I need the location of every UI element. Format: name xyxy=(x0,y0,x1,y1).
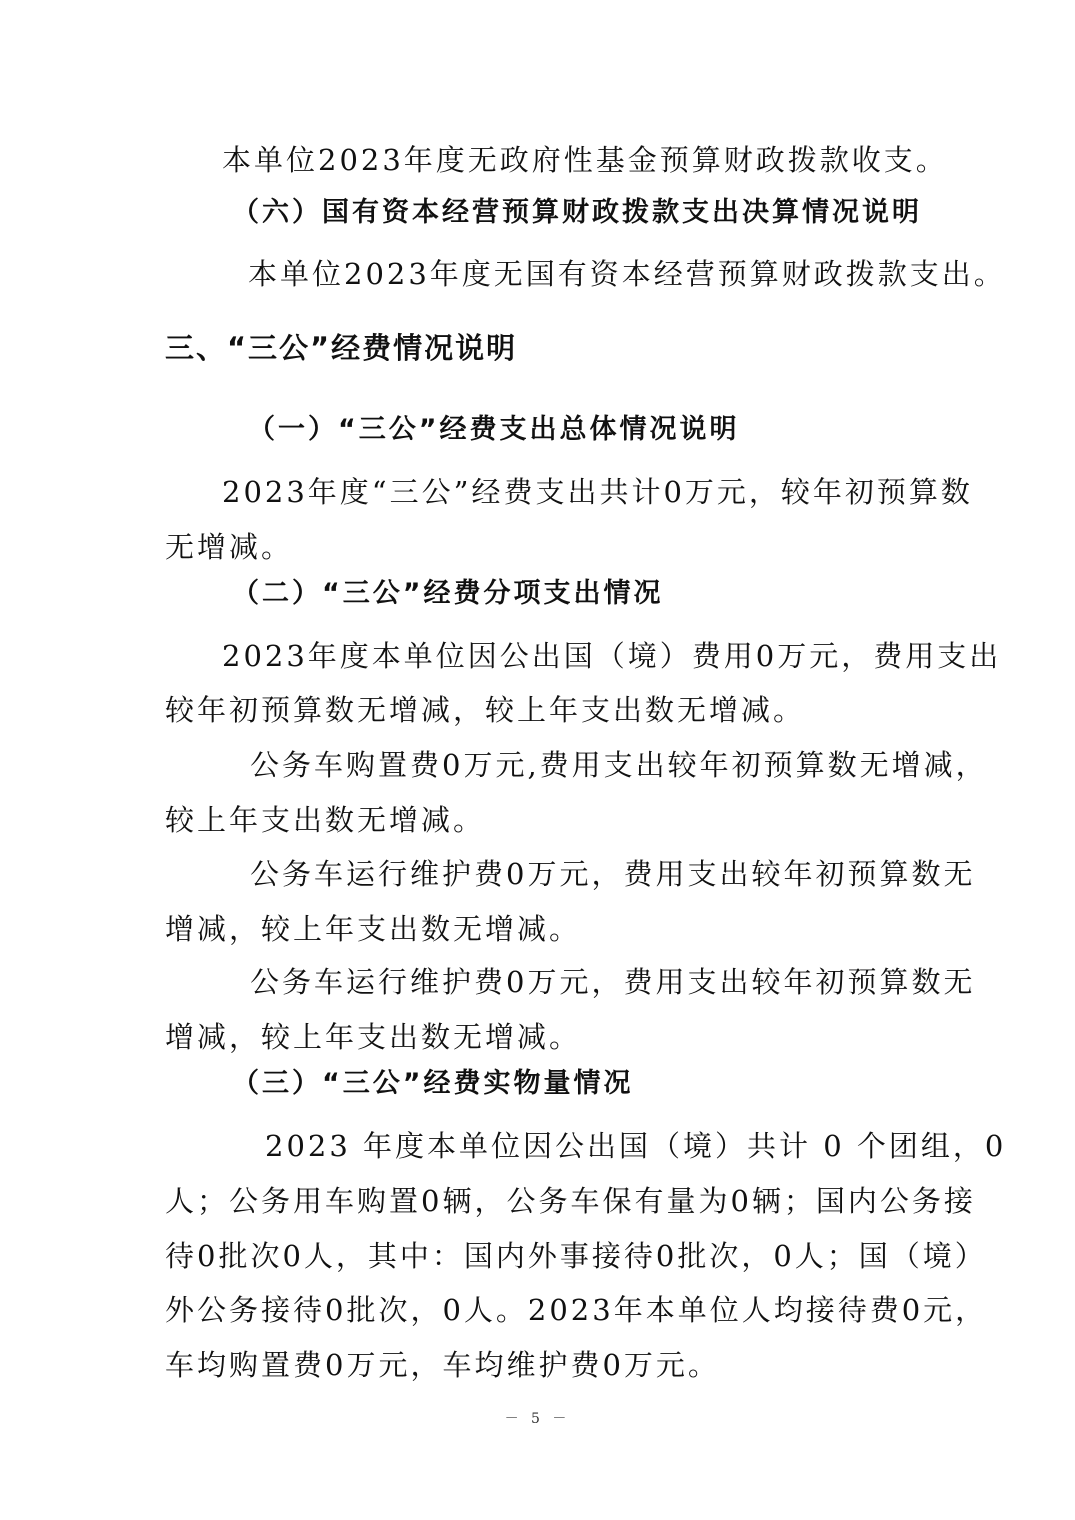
paragraph-line: 公务车运行维护费0万元，费用支出较年初预算数无 xyxy=(250,857,976,891)
paragraph-line: 2023年度本单位因公出国（境）费用0万元，费用支出 xyxy=(222,639,1002,673)
paragraph-line: 无增减。 xyxy=(165,530,294,564)
section-heading: （三）“三公”经费实物量情况 xyxy=(232,1068,634,1099)
paragraph-line: 较上年支出数无增减。 xyxy=(165,803,486,837)
paragraph-line: 本单位2023年度无政府性基金预算财政拨款收支。 xyxy=(222,143,948,177)
chapter-heading: 三、“三公”经费情况说明 xyxy=(165,331,518,365)
paragraph-line: 较年初预算数无增减，较上年支出数无增减。 xyxy=(165,693,806,727)
paragraph-line: 外公务接待0批次，0人。2023年本单位人均接待费0元， xyxy=(165,1293,988,1327)
section-heading: （二）“三公”经费分项支出情况 xyxy=(232,578,664,609)
paragraph-line: 2023年度“三公”经费支出共计0万元，较年初预算数 xyxy=(222,475,973,509)
paragraph-line: 增减，较上年支出数无增减。 xyxy=(165,1020,582,1054)
page-number: － 5 － xyxy=(504,1411,571,1427)
paragraph-line: 2023 年度本单位因公出国（境）共计 0 个团组，0 xyxy=(265,1129,1007,1163)
paragraph-line: 车均购置费0万元，车均维护费0万元。 xyxy=(165,1348,720,1382)
section-heading: （一）“三公”经费支出总体情况说明 xyxy=(248,414,740,445)
section-heading: （六）国有资本经营预算财政拨款支出决算情况说明 xyxy=(232,197,922,228)
paragraph-line: 待0批次0人，其中：国内外事接待0批次，0人；国（境） xyxy=(165,1239,987,1273)
paragraph-line: 公务车运行维护费0万元，费用支出较年初预算数无 xyxy=(250,965,976,999)
paragraph-line: 人；公务用车购置0辆，公务车保有量为0辆；国内公务接 xyxy=(165,1184,976,1218)
paragraph-line: 增减，较上年支出数无增减。 xyxy=(165,912,582,946)
paragraph-line: 公务车购置费0万元,费用支出较年初预算数无增减， xyxy=(250,748,988,782)
paragraph-line: 本单位2023年度无国有资本经营预算财政拨款支出。 xyxy=(248,257,1006,291)
